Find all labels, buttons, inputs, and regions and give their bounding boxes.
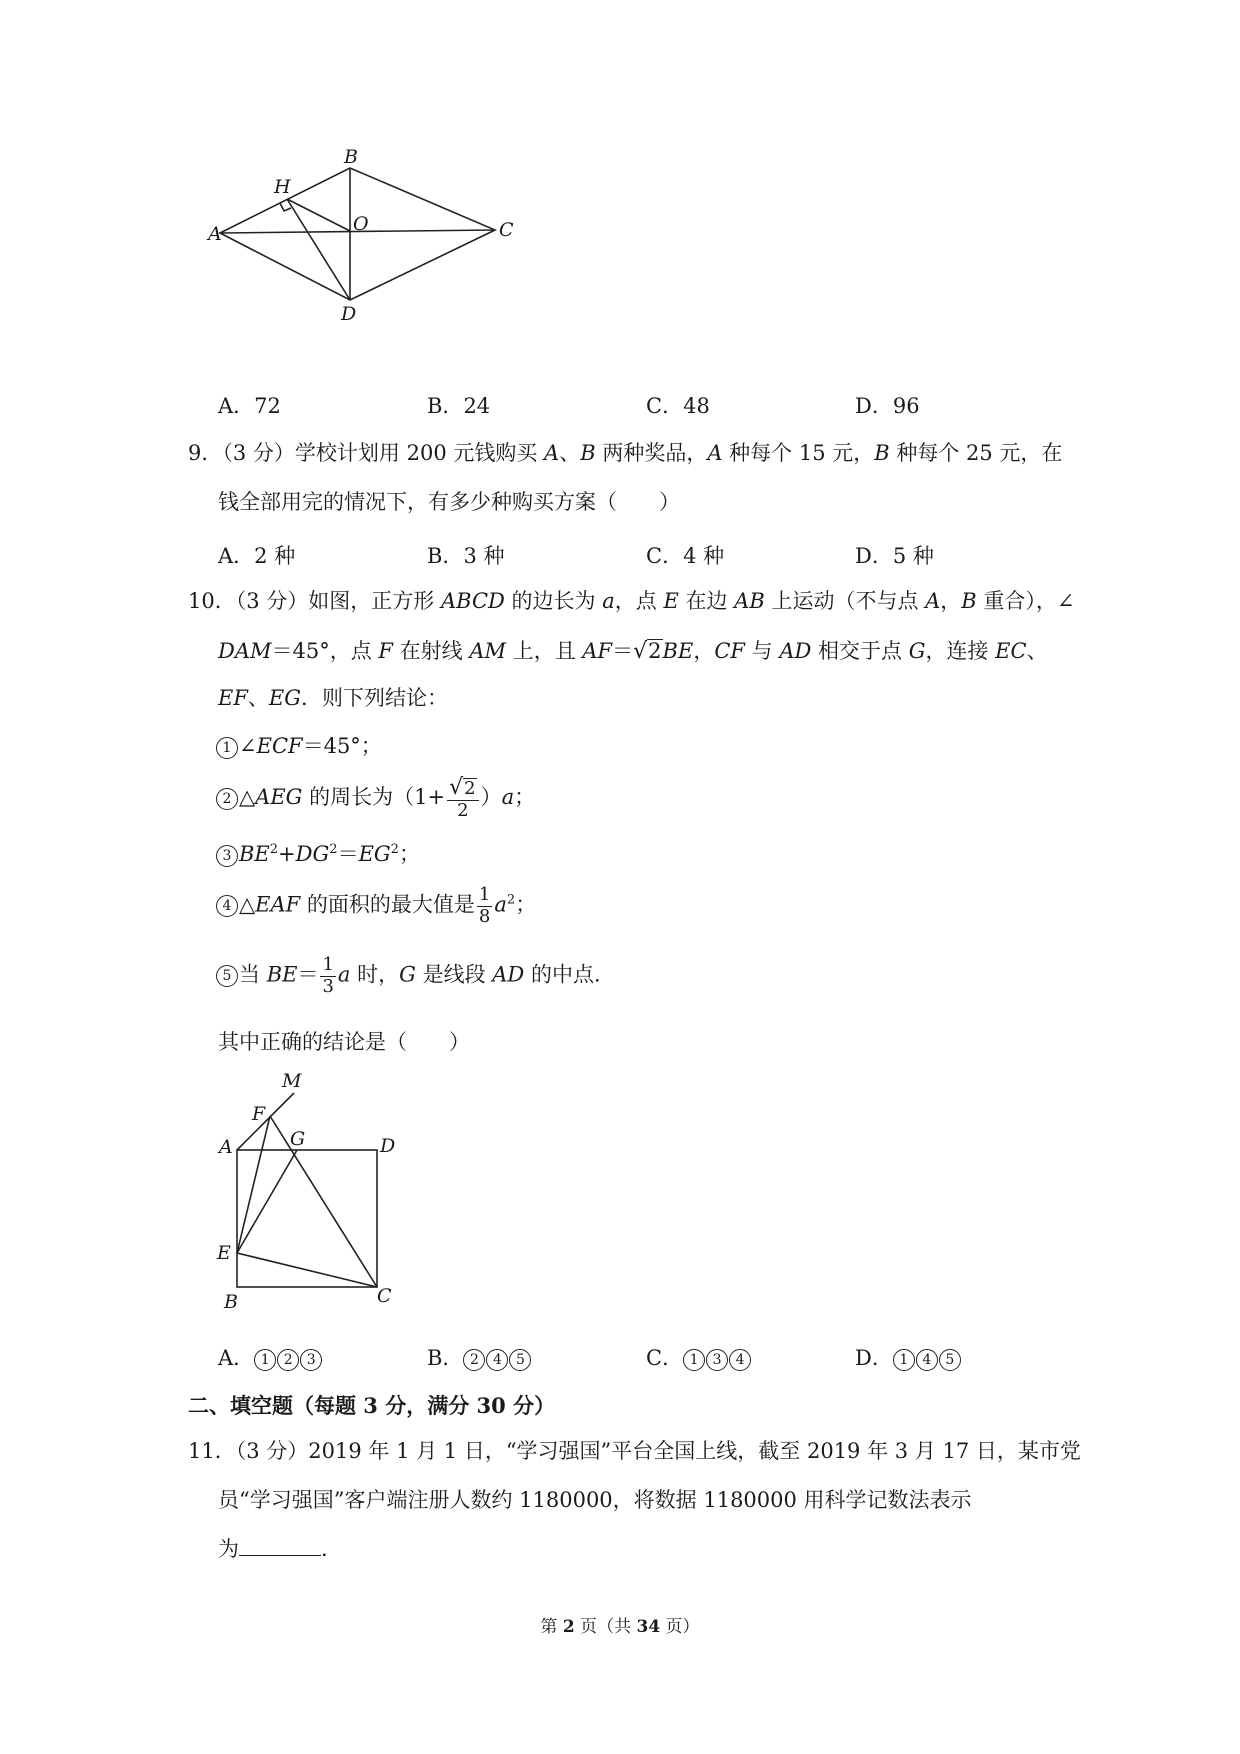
label-m: M <box>282 1070 302 1092</box>
q10-conclusion-3: 3 $BE^2+DG^2=EG^2$； <box>216 843 420 867</box>
label-b: B <box>224 1291 238 1313</box>
label-a: A <box>219 1136 233 1158</box>
q10-conclusion-2: 2 △AEG 的周长为（1+ $\frac{√2}{2}$ ）a； <box>216 775 535 822</box>
q10-conclusion-4: 4 △EAF 的面积的最大值是 $\frac{1}{8}$ $a^2$； <box>216 885 536 927</box>
label-d: D <box>341 303 357 325</box>
label-c: C <box>377 1285 392 1307</box>
q10-option-b[interactable]: B． 2 4 5 <box>427 1342 532 1372</box>
label-e: E <box>217 1242 231 1264</box>
q8-option-d[interactable]: D．96 <box>855 394 920 418</box>
q10-line-3: EF、EG．则下列结论： <box>218 686 449 710</box>
q10-line-2: DAM＝45°，点 F 在射线 AM 上，且 AF＝√2BE，CF 与 AD 相交于点 G，连接 EC、 <box>218 639 1048 664</box>
label-d: D <box>380 1135 396 1157</box>
square-figure <box>212 1065 412 1315</box>
section-heading: 二、填空题（每题 3 分，满分 30 分） <box>188 1393 556 1418</box>
q9-option-b[interactable]: B．3 种 <box>427 544 505 568</box>
q8-option-c[interactable]: C．48 <box>646 394 710 418</box>
label-h: H <box>274 176 291 198</box>
q8-option-b[interactable]: B．24 <box>427 394 491 418</box>
q9-option-d[interactable]: D．5 种 <box>855 544 934 568</box>
q10-conclusion-1: 1 ∠ECF＝45°； <box>216 736 382 759</box>
q10-conclusion-5: 5 当 BE＝ $\frac{1}{3}$ a 时，G 是线段 AD 的中点． <box>216 955 615 997</box>
q10-line-1: 10．（3 分）如图，正方形 ABCD 的边长为 a，点 E 在边 AB 上运动（不与点 A，B 重合），∠ <box>188 589 1075 613</box>
rhombus-figure <box>208 146 550 365</box>
label-a: A <box>208 223 222 245</box>
answer-blank[interactable] <box>239 1537 321 1556</box>
q10-prompt: 其中正确的结论是（ ） <box>218 1030 470 1054</box>
label-f: F <box>252 1103 266 1125</box>
q11-line-2: 员“学习强国”客户端注册人数约 1180000，将数据 1180000 用科学记数法表示 <box>218 1488 972 1512</box>
q9-line-2: 钱全部用完的情况下，有多少种购买方案（ ） <box>218 490 680 514</box>
label-c: C <box>499 219 514 241</box>
page-footer: 第 2 页（共 34 页） <box>540 1617 700 1637</box>
q9-line-1: 9．（3 分）学校计划用 200 元钱购买 A、B 两种奖品，A 种每个 15 元，B 种每个 25 元，在 <box>188 441 1063 465</box>
label-o: O <box>353 213 369 235</box>
label-b: B <box>344 146 358 168</box>
q8-option-a[interactable]: A．72 <box>218 394 281 418</box>
q11-line-3: 为 ． <box>218 1537 342 1561</box>
q9-option-a[interactable]: A．2 种 <box>218 544 296 568</box>
q10-option-c[interactable]: C． 1 3 4 <box>646 1342 752 1372</box>
q10-option-a[interactable]: A． 1 2 3 <box>218 1342 323 1372</box>
q11-line-1: 11．（3 分）2019 年 1 月 1 日，“学习强国”平台全国上线，截至 2019 年 3 月 17 日，某市党 <box>188 1439 1081 1463</box>
q10-option-d[interactable]: D． 1 4 5 <box>855 1342 962 1372</box>
q9-option-c[interactable]: C．4 种 <box>646 544 725 568</box>
label-g: G <box>290 1128 306 1150</box>
